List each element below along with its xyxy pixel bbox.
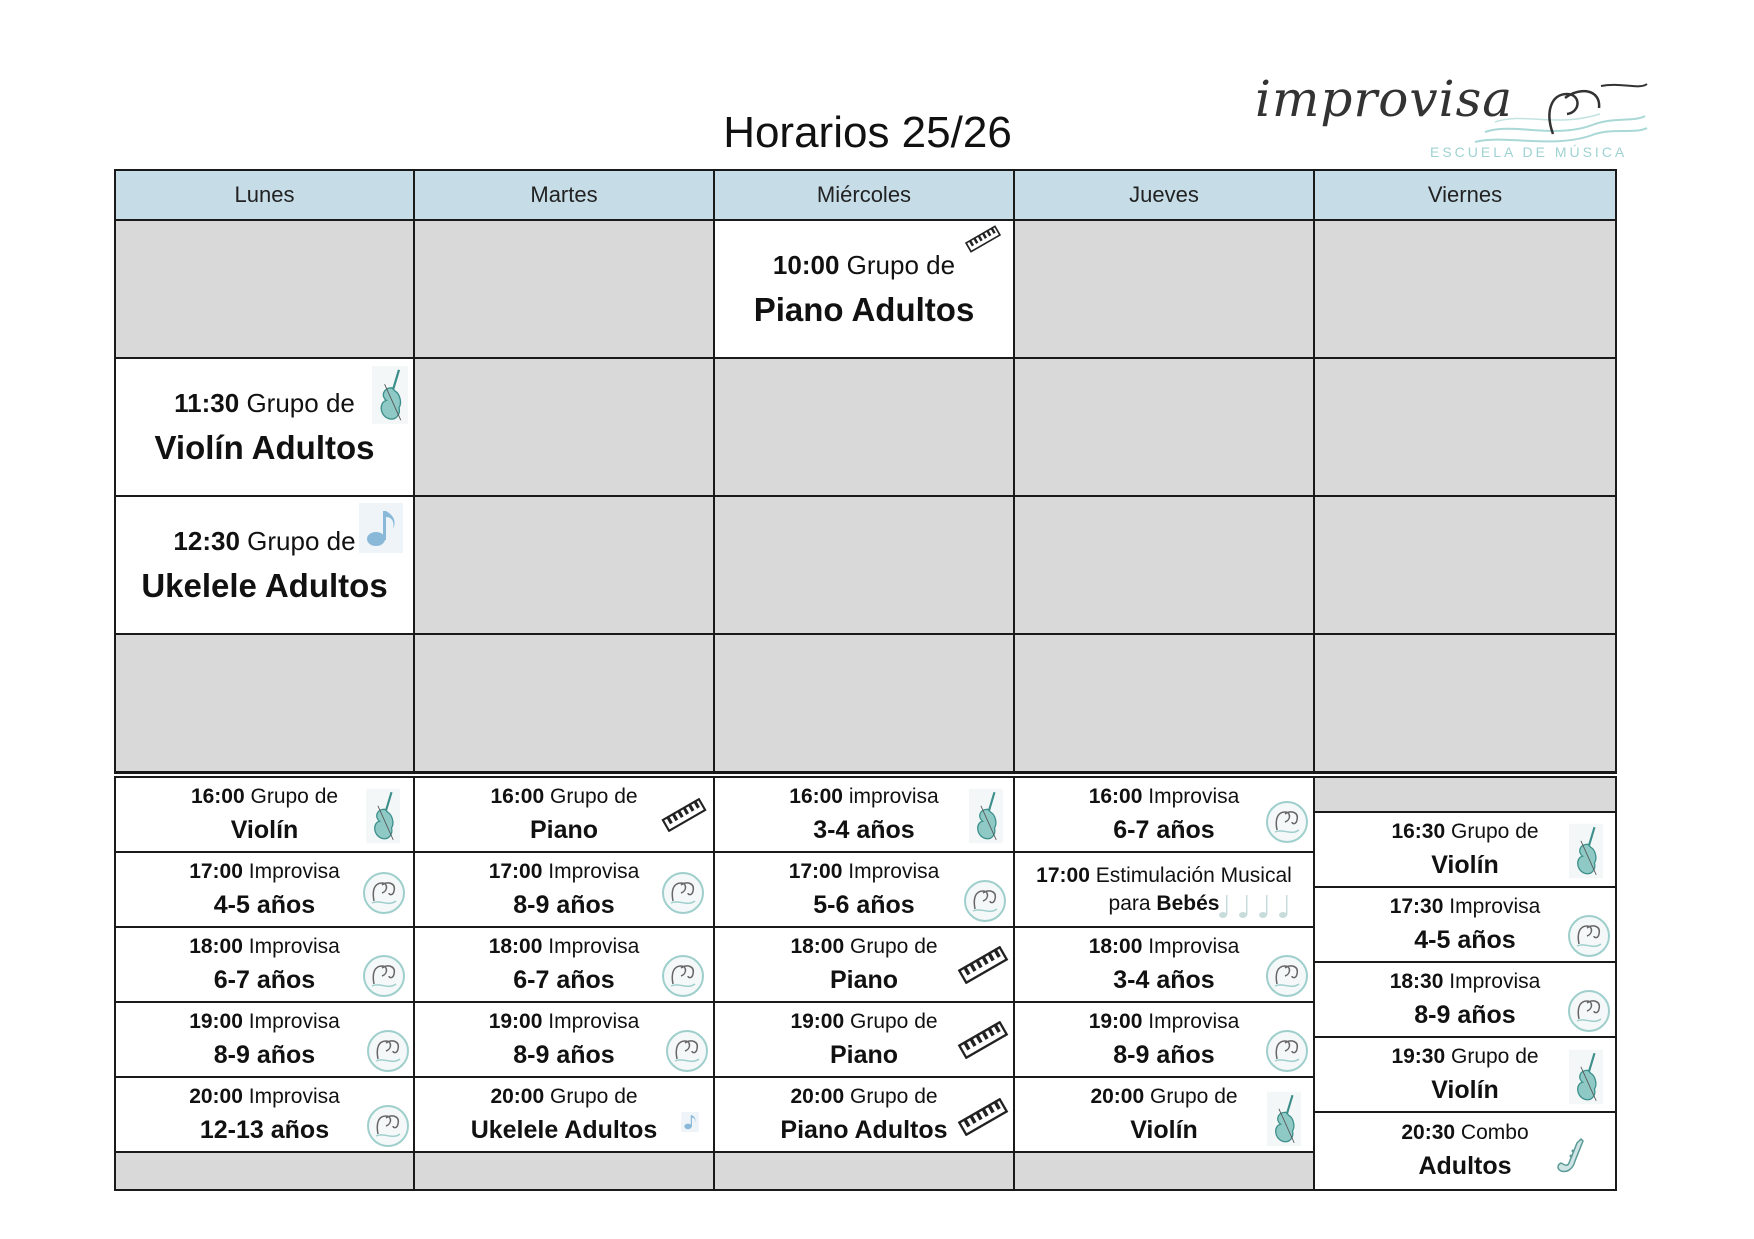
improvisa-logo-icon (661, 871, 705, 915)
empty-slot (114, 1151, 415, 1191)
empty-slot (1313, 633, 1617, 773)
class-slot-tue-1800: 18:00 Improvisa 6-7 años (413, 926, 715, 1003)
violin-icon (1267, 1090, 1301, 1148)
class-slot-wed-2000: 20:00 Grupo de Piano Adultos (713, 1076, 1015, 1153)
violin-icon (969, 788, 1003, 844)
class-time-line: 11:30 Grupo de (174, 387, 355, 418)
empty-slot (1313, 219, 1617, 359)
empty-slot (413, 219, 715, 359)
violin-icon (1569, 821, 1603, 881)
empty-slot (1013, 495, 1315, 635)
empty-slot (1313, 357, 1617, 497)
class-slot-wed-1800: 18:00 Grupo de Piano (713, 926, 1015, 1003)
class-slot-wed-1600: 16:00 improvisa 3-4 años (713, 776, 1015, 853)
empty-slot (713, 357, 1015, 497)
violin-icon (366, 788, 400, 844)
class-slot-mon-1800: 18:00 Improvisa 6-7 años (114, 926, 415, 1003)
header-lunes: Lunes (114, 169, 415, 221)
music-note-icon (681, 1112, 699, 1132)
empty-slot (1013, 219, 1315, 359)
class-name: Ukelele Adultos (141, 566, 388, 604)
improvisa-logo-icon (1567, 989, 1611, 1033)
music-note-icon (359, 503, 403, 553)
class-slot-mon-1600: 16:00 Grupo de Violín (114, 776, 415, 853)
piano-keys-icon (963, 225, 1003, 253)
improvisa-logo-icon (963, 879, 1007, 923)
class-slot-fri-2030: 20:30 Combo Adultos (1313, 1111, 1617, 1191)
improvisa-logo-icon (665, 1029, 709, 1073)
class-time-line: 12:30 Grupo de (173, 525, 356, 556)
class-slot-wed-1900: 19:00 Grupo de Piano (713, 1001, 1015, 1078)
empty-slot (114, 633, 415, 773)
piano-keys-icon (955, 1021, 1011, 1059)
empty-slot (713, 633, 1015, 773)
class-name: Piano Adultos (753, 290, 975, 328)
improvisa-logo-icon (1265, 1029, 1309, 1073)
class-name: Violín Adultos (154, 428, 375, 466)
improvisa-logo-icon (1567, 914, 1611, 958)
piano-keys-icon (659, 798, 709, 832)
class-slot-wed-1000 (713, 219, 1015, 359)
improvisa-logo-icon (1265, 954, 1309, 998)
logo-wordmark: improvisa (1255, 70, 1514, 128)
improvisa-logo-icon (366, 1029, 410, 1073)
class-slot-tue-1600: 16:00 Grupo de Piano (413, 776, 715, 853)
piano-keys-icon (955, 946, 1011, 984)
empty-slot (1313, 776, 1617, 813)
logo-subtitle: ESCUELA DE MÚSICA (1430, 144, 1628, 160)
class-slot-wed-1700: 17:00 Improvisa 5-6 años (713, 851, 1015, 928)
improvisa-logo-icon (362, 871, 406, 915)
class-slot-fri-1930: 19:30 Grupo de Violín (1313, 1036, 1617, 1113)
class-slot-fri-1830: 18:30 Improvisa 8-9 años (1313, 961, 1617, 1038)
class-slot-thu-1800: 18:00 Improvisa 3-4 años (1013, 926, 1315, 1003)
class-slot-tue-1900: 19:00 Improvisa 8-9 años (413, 1001, 715, 1078)
empty-slot (1013, 633, 1315, 773)
saxophone-icon (1553, 1135, 1593, 1179)
empty-slot (413, 495, 715, 635)
class-slot-thu-1700: 17:00 Estimulación Musical para Bebés (1013, 851, 1315, 928)
header-jueves: Jueves (1013, 169, 1315, 221)
class-slot-fri-1630: 16:30 Grupo de Violín (1313, 811, 1617, 888)
empty-slot (1313, 495, 1617, 635)
empty-slot (413, 633, 715, 773)
empty-slot (413, 1151, 715, 1191)
class-slot-tue-2000: 20:00 Grupo de Ukelele Adultos (413, 1076, 715, 1153)
class-slot-thu-1600: 16:00 Improvisa 6-7 años (1013, 776, 1315, 853)
improvisa-logo-icon (366, 1104, 410, 1148)
class-slot-mon-2000: 20:00 Improvisa 12-13 años (114, 1076, 415, 1153)
class-slot-thu-2000: 20:00 Grupo de Violín (1013, 1076, 1315, 1153)
empty-slot (1013, 357, 1315, 497)
header-miercoles: Miércoles (713, 169, 1015, 221)
improvisa-logo-icon (1265, 800, 1309, 844)
empty-slot (713, 495, 1015, 635)
empty-slot (1013, 1151, 1315, 1191)
class-slot-thu-1900: 19:00 Improvisa 8-9 años (1013, 1001, 1315, 1078)
violin-icon (1569, 1048, 1603, 1106)
class-slot-fri-1730: 17:30 Improvisa 4-5 años (1313, 886, 1617, 963)
music-notes-icon (1215, 891, 1295, 921)
empty-slot (413, 357, 715, 497)
school-logo (1255, 62, 1650, 172)
empty-slot (114, 219, 415, 359)
page-title: Horarios 25/26 (723, 108, 1012, 157)
class-time-line: 10:00 Grupo de (772, 249, 956, 280)
improvisa-logo-icon (362, 954, 406, 998)
piano-keys-icon (955, 1098, 1011, 1136)
class-slot-mon-1700: 17:00 Improvisa 4-5 años (114, 851, 415, 928)
improvisa-logo-icon (661, 954, 705, 998)
class-slot-mon-1130 (114, 357, 415, 497)
class-slot-mon-1900: 19:00 Improvisa 8-9 años (114, 1001, 415, 1078)
violin-icon (372, 365, 408, 425)
section-divider (114, 771, 1617, 774)
empty-slot (713, 1151, 1015, 1191)
class-slot-tue-1700: 17:00 Improvisa 8-9 años (413, 851, 715, 928)
header-viernes: Viernes (1313, 169, 1617, 221)
header-martes: Martes (413, 169, 715, 221)
class-slot-mon-1230 (114, 495, 415, 635)
